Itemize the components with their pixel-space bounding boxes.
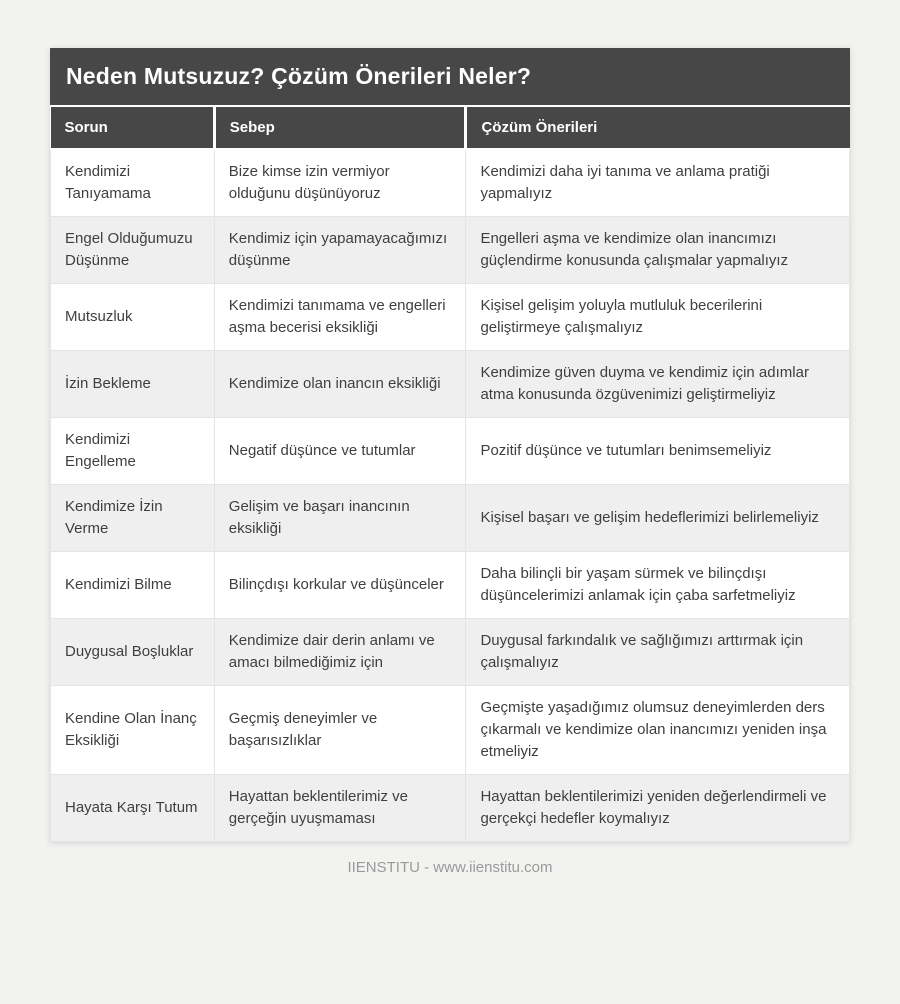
cell-sebep: Geçmiş deneyimler ve başarısızlıklar xyxy=(214,686,466,775)
table-header-row xyxy=(51,106,850,149)
column-header-sebep: Sebep xyxy=(214,106,466,149)
cell-cozum: Kişisel gelişim yoluyla mutluluk becerilerini geliştirmeye çalışmalıyız xyxy=(466,284,850,351)
table-row xyxy=(51,485,850,552)
cell-sorun: Kendimizi Bilme xyxy=(51,552,215,619)
cell-sebep: Kendimize olan inancın eksikliği xyxy=(214,351,466,418)
cell-sorun: Hayata Karşı Tutum xyxy=(51,775,215,842)
cell-cozum: Duygusal farkındalık ve sağlığımızı arttırmak için çalışmalıyız xyxy=(466,619,850,686)
cell-cozum: Kişisel başarı ve gelişim hedeflerimizi belirlemeliyiz xyxy=(466,485,850,552)
cell-sebep: Hayattan beklentilerimiz ve gerçeğin uyuşmaması xyxy=(214,775,466,842)
cell-sebep: Kendimizi tanımama ve engelleri aşma becerisi eksikliği xyxy=(214,284,466,351)
table-row xyxy=(51,418,850,485)
cell-sebep: Kendimiz için yapamayacağımızı düşünme xyxy=(214,217,466,284)
cell-sebep: Negatif düşünce ve tutumlar xyxy=(214,418,466,485)
table-row xyxy=(51,686,850,775)
cell-cozum: Engelleri aşma ve kendimize olan inancımızı güçlendirme konusunda çalışmalar yapmalıyız xyxy=(466,217,850,284)
cell-cozum: Kendimizi daha iyi tanıma ve anlama pratiği yapmalıyız xyxy=(466,149,850,217)
cell-sebep: Bize kimse izin vermiyor olduğunu düşünüyoruz xyxy=(214,149,466,217)
infographic-card xyxy=(50,48,850,842)
cell-sorun: Kendimizi Tanıyamama xyxy=(51,149,215,217)
table-row xyxy=(51,284,850,351)
table-row xyxy=(51,552,850,619)
footer-credit: IIENSTITU - www.iienstitu.com xyxy=(347,859,553,876)
cell-sorun: Kendine Olan İnanç Eksikliği xyxy=(51,686,215,775)
cell-cozum: Hayattan beklentilerimizi yeniden değerlendirmeli ve gerçekçi hedefler koymalıyız xyxy=(466,775,850,842)
page-title: Neden Mutsuzuz? Çözüm Önerileri Neler? xyxy=(50,48,850,105)
table-row xyxy=(51,149,850,217)
cell-sebep: Bilinçdışı korkular ve düşünceler xyxy=(214,552,466,619)
table-row xyxy=(51,775,850,842)
cell-sorun: Engel Olduğumuzu Düşünme xyxy=(51,217,215,284)
cell-cozum: Kendimize güven duyma ve kendimiz için adımlar atma konusunda özgüvenimizi geliştirmeliyiz xyxy=(466,351,850,418)
table-row xyxy=(51,351,850,418)
cell-cozum: Geçmişte yaşadığımız olumsuz deneyimlerden ders çıkarmalı ve kendimize olan inancımızı yeniden inşa etmeliyiz xyxy=(466,686,850,775)
column-header-sorun: Sorun xyxy=(51,106,215,149)
column-header-cozum-onerileri: Çözüm Önerileri xyxy=(466,106,850,149)
cell-sebep: Kendimize dair derin anlamı ve amacı bilmediğimiz için xyxy=(214,619,466,686)
cell-cozum: Daha bilinçli bir yaşam sürmek ve bilinçdışı düşüncelerimizi anlamak için çaba sarfetmeliyiz xyxy=(466,552,850,619)
cell-sorun: İzin Bekleme xyxy=(51,351,215,418)
problems-table xyxy=(50,105,850,842)
table-row xyxy=(51,217,850,284)
cell-sebep: Gelişim ve başarı inancının eksikliği xyxy=(214,485,466,552)
cell-sorun: Kendimizi Engelleme xyxy=(51,418,215,485)
cell-sorun: Mutsuzluk xyxy=(51,284,215,351)
cell-sorun: Kendimize İzin Verme xyxy=(51,485,215,552)
table-row xyxy=(51,619,850,686)
cell-cozum: Pozitif düşünce ve tutumları benimsemeliyiz xyxy=(466,418,850,485)
cell-sorun: Duygusal Boşluklar xyxy=(51,619,215,686)
